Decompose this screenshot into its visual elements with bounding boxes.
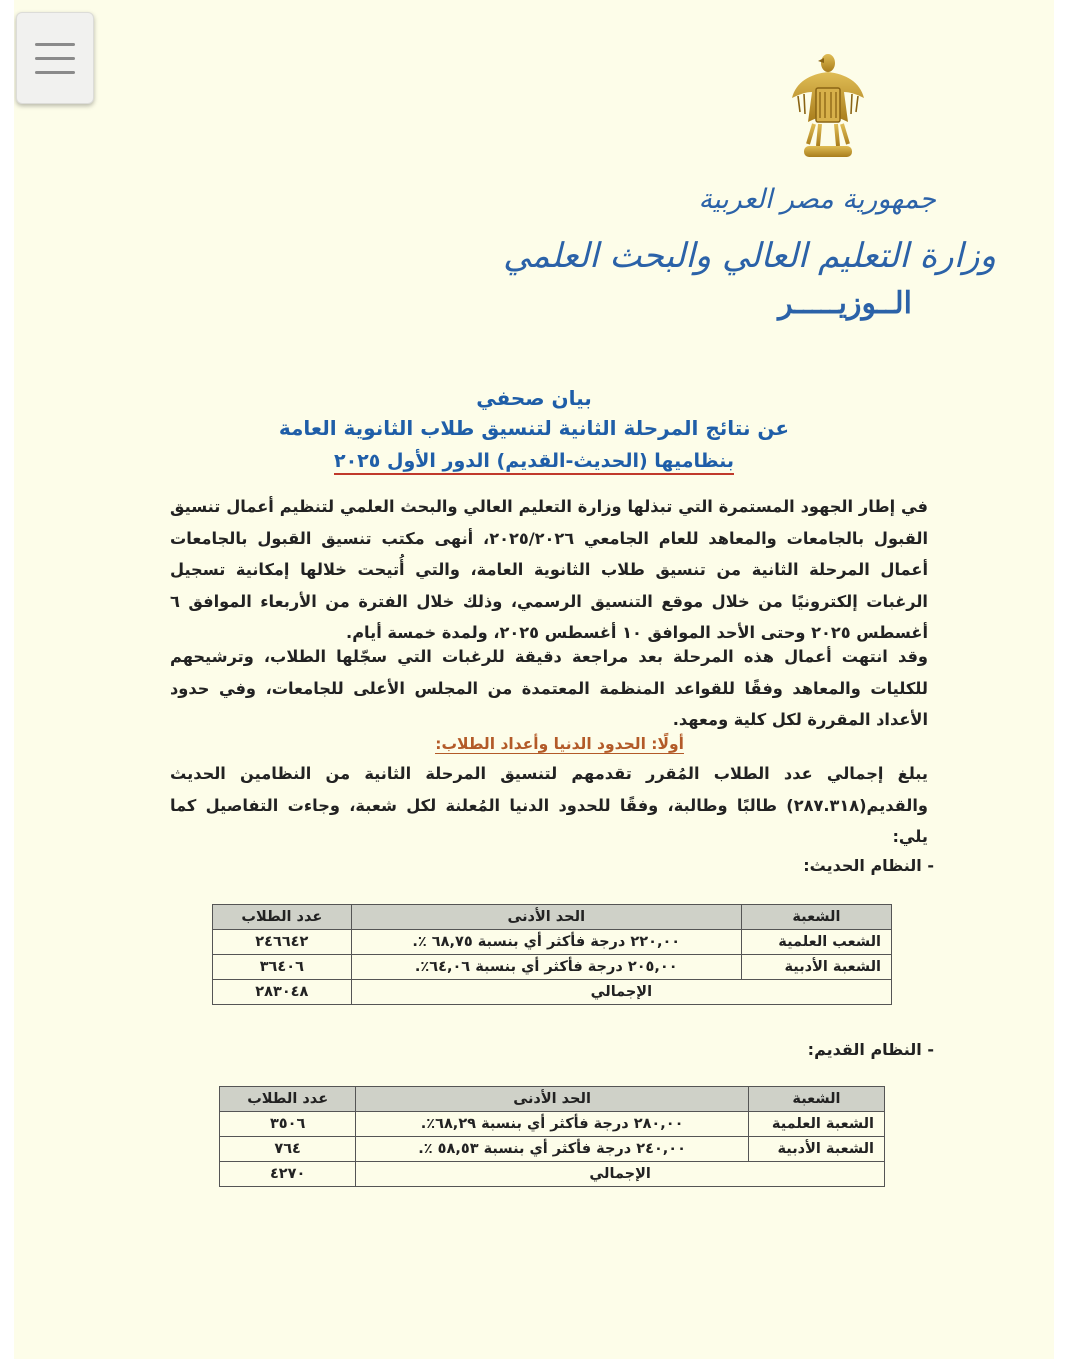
- hamburger-line: [35, 71, 75, 74]
- paragraph-totals: يبلغ إجمالي عدد الطلاب المُقرر تقدمهم لتنسيق المرحلة الثانية من النظامين الحديث والقديم(٢٨٧.٣١٨) طالبًا وطالبة، وفقًا للحدود الدنيا المُعلنة لكل شعبة، وجاءت التفاصيل كما يلي:: [170, 764, 928, 846]
- total-count-cell: ٤٢٧٠: [220, 1162, 356, 1187]
- paragraph-results: وقد انتهت أعمال هذه المرحلة بعد مراجعة دقيقة للرغبات التي سجّلها الطلاب، وترشيحهم للكليات والمعاهد وفقًا للقواعد المنظمة المعتمدة من المجلس الأعلى للجامعات، وفي حدود الأعداد المقررة لكل كلية ومعهد.: [170, 647, 928, 729]
- hamburger-menu-icon: [35, 43, 75, 46]
- count-cell: ٢٤٦٦٤٢: [213, 930, 352, 955]
- count-cell: ٧٦٤: [220, 1137, 356, 1162]
- total-count-cell: ٢٨٣٠٤٨: [213, 980, 352, 1005]
- document-page: [14, 0, 1054, 1359]
- total-label-cell: الإجمالي: [356, 1162, 885, 1187]
- branch-cell: الشعبة الأدبية: [748, 1137, 884, 1162]
- min-cell: ٢٢٠,٠٠ درجة فأكثر أي بنسبة ٦٨,٧٥ ٪.: [351, 930, 741, 955]
- hamburger-line: [35, 57, 75, 60]
- statement-subtitle-2: [164, 450, 904, 472]
- hamburger-menu-button[interactable]: [16, 12, 94, 104]
- count-cell: ٣٥٠٦: [220, 1112, 356, 1137]
- table-row: [220, 1112, 885, 1137]
- new-system-label: - النظام الحديث:: [803, 856, 934, 875]
- header-count: عدد الطلاب: [220, 1087, 356, 1112]
- header-branch: الشعبة: [748, 1087, 884, 1112]
- section-heading: [435, 735, 684, 753]
- table-total-row: [213, 980, 892, 1005]
- header-min: الحد الأدنى: [356, 1087, 749, 1112]
- table-row: [220, 1137, 885, 1162]
- branch-cell: الشعب العلمية: [741, 930, 891, 955]
- min-cell: ٢٤٠,٠٠ درجة فأكثر أي بنسبة ٥٨,٥٣ ٪.: [356, 1137, 749, 1162]
- statement-subtitle: عن نتائج المرحلة الثانية لتنسيق طلاب الثانوية العامة: [278, 416, 790, 440]
- min-cell: ٢٠٥,٠٠ درجة فأكثر أي بنسبة ٦٤,٠٦٪.: [351, 955, 741, 980]
- header-min: الحد الأدنى: [351, 905, 741, 930]
- letterhead-ministry: وزارة التعليم العالي والبحث العلمي: [503, 236, 996, 276]
- total-label-cell: الإجمالي: [351, 980, 891, 1005]
- paragraph-intro: في إطار الجهود المستمرة التي تبذلها وزارة التعليم العالي والبحث العلمي لتنظيم أعمال تنسيق القبول بالجامعات والمعاهد للعام الجامعي ٢٠٢٥/٢٠٢٦، أنهى مكتب تنسيق القبول بالجامعات أعمال المرحلة الثانية من تنسيق طلاب الثانوية العامة، والتي أُتيحت خلالها إمكانية تسجيل الرغبات إلكترونيًا من خلال موقع التنسيق الرسمي، وذلك خلال الفترة من الأربعاء الموافق ٦ أغسطس ٢٠٢٥ وحتى الأحد الموافق ١٠ أغسطس ٢٠٢٥، ولمدة خمسة أيام.: [170, 497, 928, 642]
- new-system-table: [212, 904, 892, 1005]
- section-heading-text: أولًا: الحدود الدنيا وأعداد الطلاب:: [435, 735, 684, 753]
- header-branch: الشعبة: [741, 905, 891, 930]
- table-row: [213, 955, 892, 980]
- min-cell: ٢٨٠,٠٠ درجة فأكثر أي بنسبة ٦٨,٢٩٪.: [356, 1112, 749, 1137]
- letterhead-country: جمهورية مصر العربية: [698, 184, 936, 215]
- branch-cell: الشعبة الأدبية: [741, 955, 891, 980]
- old-system-table: [219, 1086, 885, 1187]
- old-system-label: - النظام القديم:: [807, 1040, 934, 1059]
- table-row: [213, 930, 892, 955]
- letterhead-minister: الــوزيـــــر: [778, 286, 912, 321]
- count-cell: ٣٦٤٠٦: [213, 955, 352, 980]
- table-header-row: [220, 1087, 885, 1112]
- table-total-row: [220, 1162, 885, 1187]
- header-count: عدد الطلاب: [213, 905, 352, 930]
- egypt-eagle-emblem-icon: [790, 52, 866, 166]
- table-header-row: [213, 905, 892, 930]
- statement-title: بيان صحفي: [476, 386, 592, 410]
- statement-subtitle-2-text: بنظاميها (الحديث-القديم) الدور الأول ٢٠٢٥: [334, 450, 734, 475]
- branch-cell: الشعبة العلمية: [748, 1112, 884, 1137]
